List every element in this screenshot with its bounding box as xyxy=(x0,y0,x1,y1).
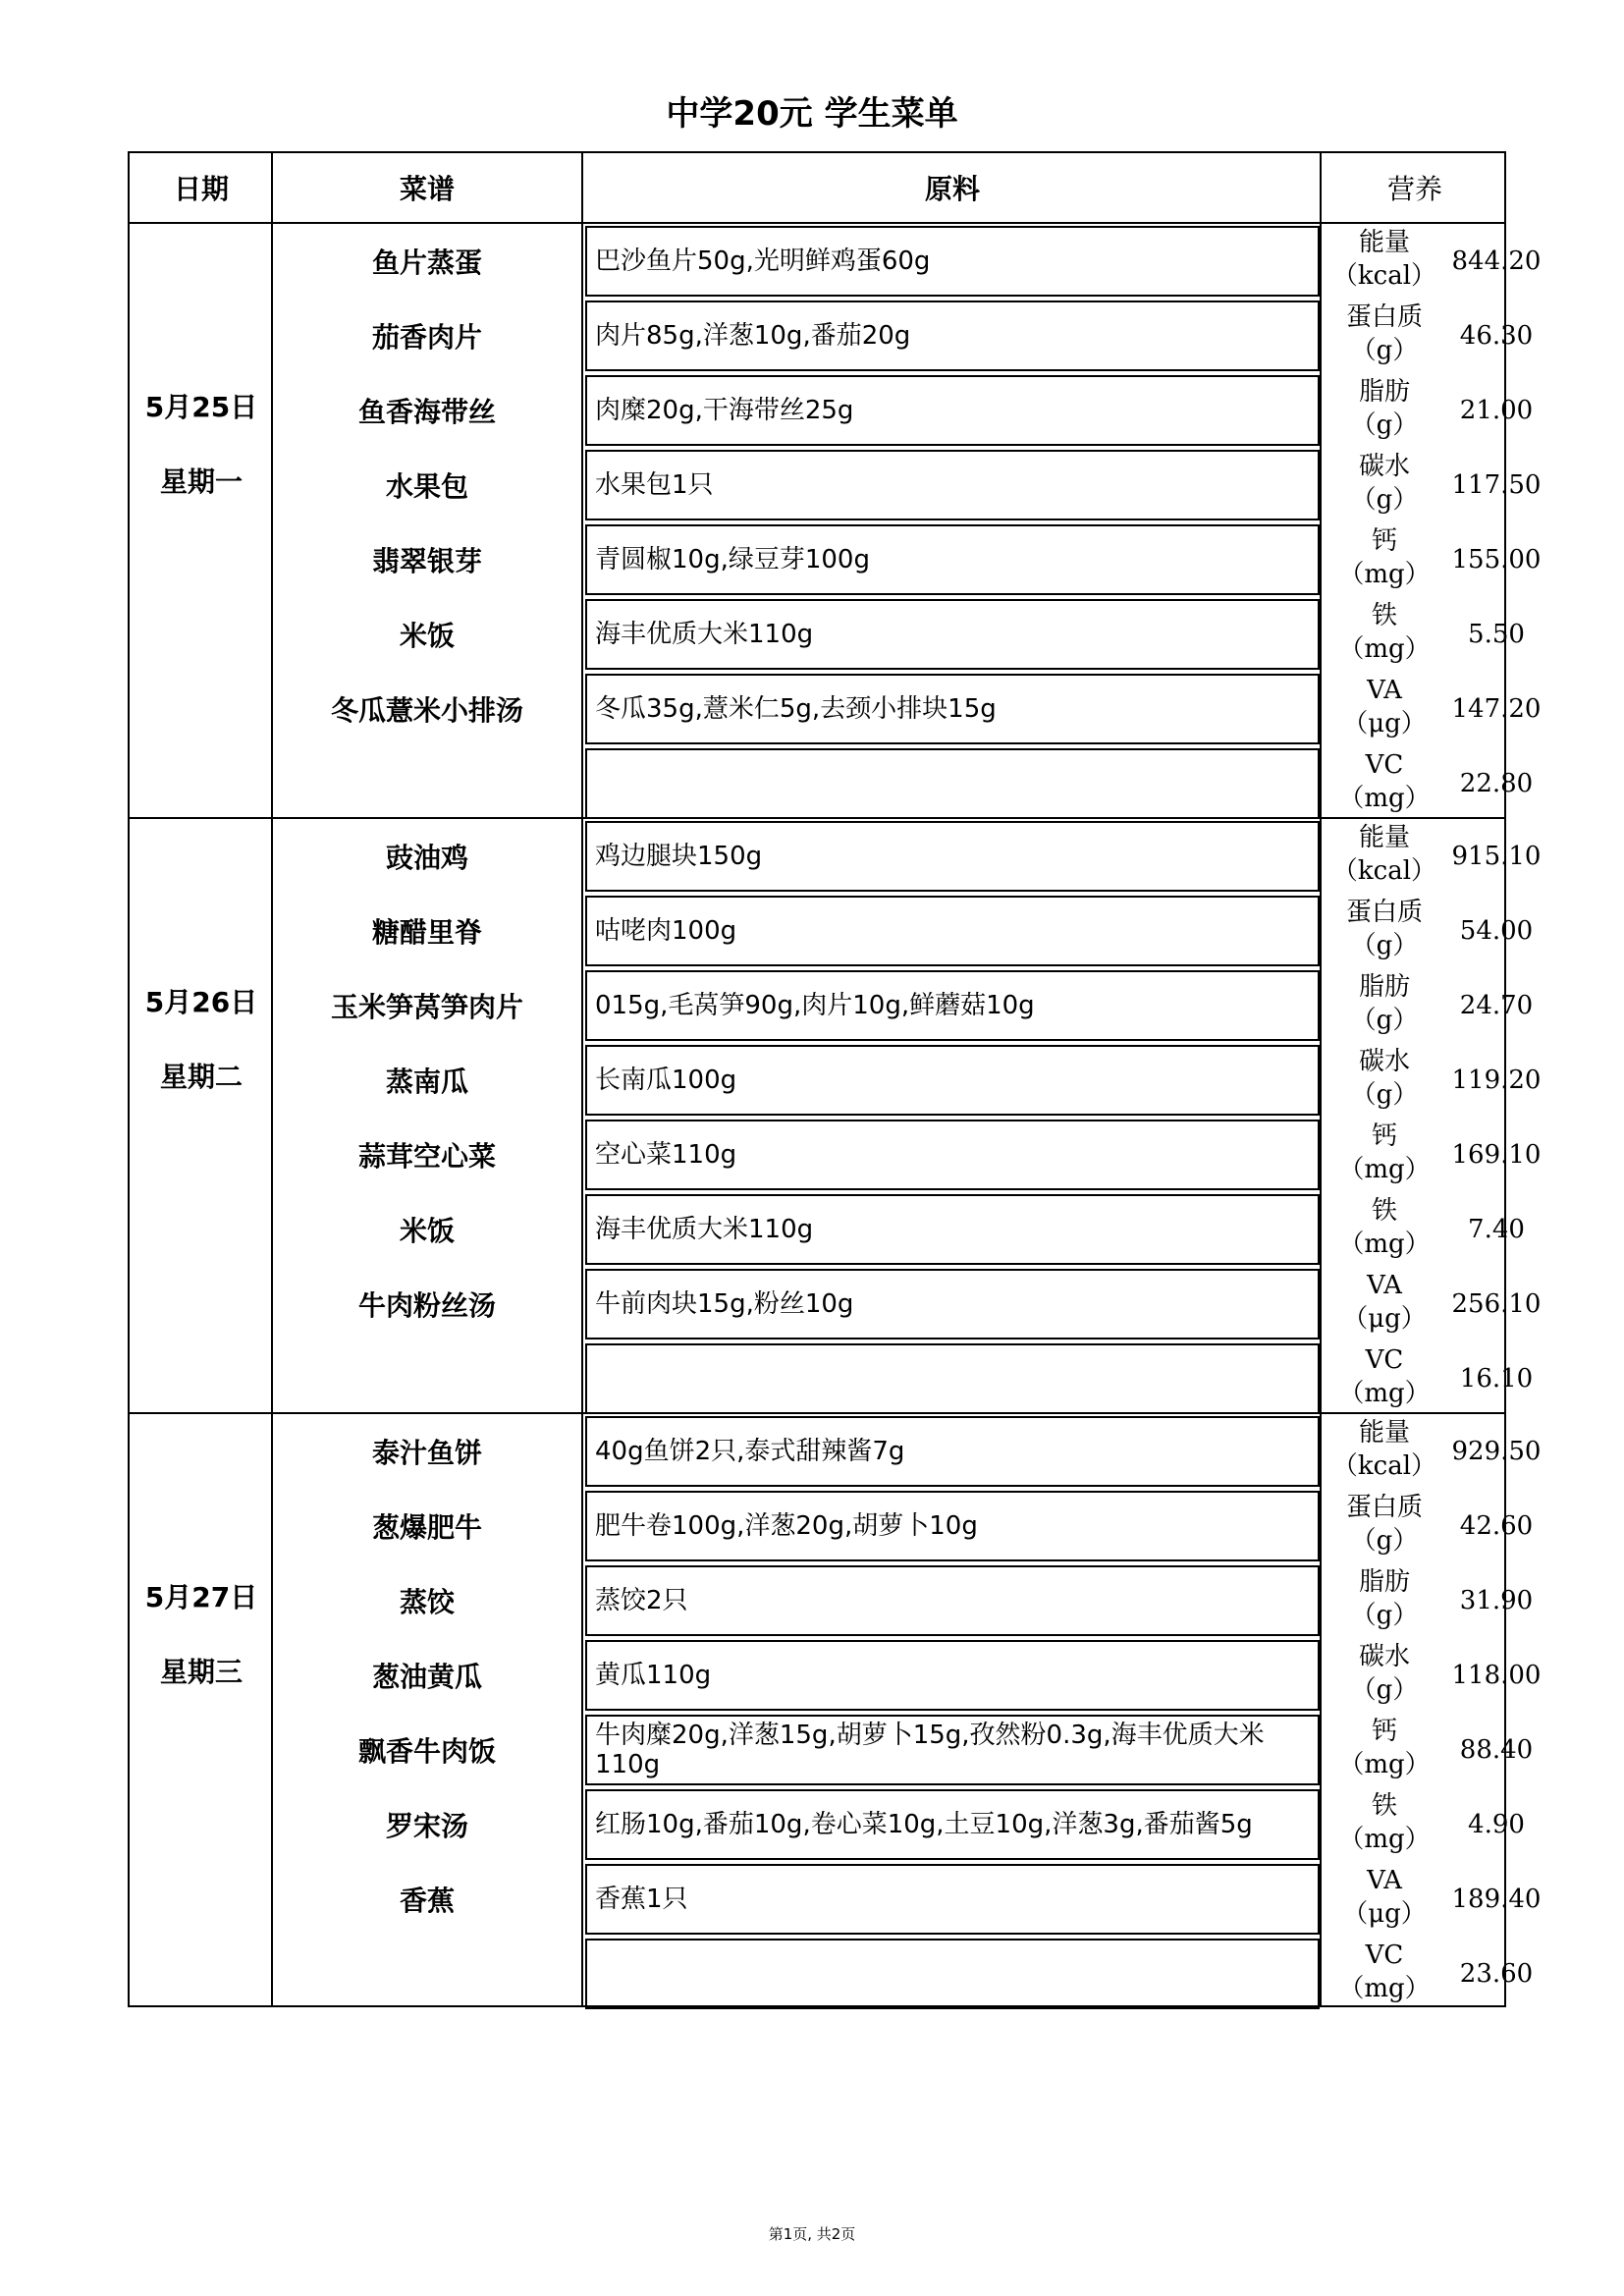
nutrient-unit: （kcal） xyxy=(1331,1451,1437,1481)
ingredient-cell xyxy=(585,1194,1320,1265)
ingredient-text: 肥牛卷100g,洋葱20g,胡萝卜10g xyxy=(595,1511,978,1541)
dish-name xyxy=(273,1341,581,1416)
ingredient-cell xyxy=(585,896,1320,966)
nutrient-name: VA xyxy=(1367,676,1402,705)
nutrient-label xyxy=(1324,450,1445,517)
nutrient-label xyxy=(1324,1416,1445,1483)
ingredient-text: 蒸饺2只 xyxy=(595,1586,688,1615)
day-block xyxy=(130,819,1542,1414)
nutrient-unit: （g） xyxy=(1350,931,1419,960)
nutrient-label xyxy=(1324,1194,1445,1261)
ingredient-text: 空心菜110g xyxy=(595,1140,737,1170)
nutrient-label xyxy=(1324,1343,1445,1410)
date-cell xyxy=(130,1581,273,1689)
nutrient-value: 22.80 xyxy=(1459,769,1534,798)
ingredient-text: 015g,毛莴笋90g,肉片10g,鲜蘑菇10g xyxy=(595,991,1035,1020)
nutrient-name: 蛋白质 xyxy=(1345,1493,1423,1522)
ingredient-text: 鸡边腿块150g xyxy=(595,842,763,871)
nutrient-unit: （g） xyxy=(1350,1601,1419,1630)
nutrient-name: 碳水 xyxy=(1358,452,1410,481)
nutrient-name: VC xyxy=(1365,1345,1404,1375)
nutrient-unit: （μg） xyxy=(1342,1899,1427,1929)
nutrient-label xyxy=(1324,1939,1445,2005)
nutrient-name: 能量 xyxy=(1358,228,1410,257)
nutrient-label xyxy=(1324,970,1445,1037)
ingredient-cell xyxy=(585,226,1320,297)
nutrient-value: 24.70 xyxy=(1459,991,1534,1020)
nutrient-value: 147.20 xyxy=(1451,694,1542,724)
header-ingredients: 原料 xyxy=(924,173,980,205)
nutrient-label xyxy=(1324,1565,1445,1632)
nutrient-label xyxy=(1324,748,1445,815)
dish-name xyxy=(273,746,581,821)
ingredient-text: 黄瓜110g xyxy=(595,1661,712,1690)
dish-name: 糖醋里脊 xyxy=(371,916,482,949)
dish-name: 茄香肉片 xyxy=(371,321,482,354)
nutrient-label xyxy=(1324,301,1445,367)
dish-name: 牛肉粉丝汤 xyxy=(357,1289,496,1322)
ingredient-text: 海丰优质大米110g xyxy=(595,1215,814,1244)
date-label: 5月26日 xyxy=(144,986,258,1018)
date-label: 5月27日 xyxy=(144,1581,258,1613)
ingredient-text: 40g鱼饼2只,泰式甜辣酱7g xyxy=(595,1437,905,1466)
nutrient-name: 钙 xyxy=(1371,526,1397,556)
date-cell xyxy=(130,391,273,499)
dish-name: 豉油鸡 xyxy=(385,842,468,874)
nutrient-unit: （g） xyxy=(1350,1006,1419,1035)
nutrient-value: 155.00 xyxy=(1451,545,1542,574)
dish-name: 葱油黄瓜 xyxy=(371,1661,482,1693)
dish-name: 蒜茸空心菜 xyxy=(357,1140,496,1173)
nutrient-unit: （mg） xyxy=(1338,1974,1431,2003)
nutrient-unit: （g） xyxy=(1350,1080,1419,1110)
dish-name: 玉米笋莴笋肉片 xyxy=(330,991,523,1023)
ingredient-cell xyxy=(585,599,1320,670)
nutrient-name: 蛋白质 xyxy=(1345,302,1423,332)
nutrient-value: 844.20 xyxy=(1451,246,1542,276)
nutrient-name: 能量 xyxy=(1358,823,1410,852)
nutrient-name: 碳水 xyxy=(1358,1642,1410,1671)
nutrient-name: 钙 xyxy=(1371,1121,1397,1151)
nutrient-value: 54.00 xyxy=(1459,916,1534,946)
nutrient-value: 7.40 xyxy=(1468,1215,1525,1244)
nutrient-name: 铁 xyxy=(1371,1196,1397,1226)
nutrient-name: 脂肪 xyxy=(1358,1567,1410,1597)
dish-name: 鱼片蒸蛋 xyxy=(371,246,482,279)
ingredient-cell xyxy=(585,1491,1320,1561)
nutrient-label xyxy=(1324,375,1445,442)
nutrient-name: 铁 xyxy=(1371,601,1397,630)
ingredient-text: 肉片85g,洋葱10g,番茄20g xyxy=(595,321,911,351)
dish-name: 香蕉 xyxy=(399,1885,455,1917)
nutrient-unit: （kcal） xyxy=(1331,261,1437,291)
ingredient-cell xyxy=(585,1789,1320,1860)
ingredient-text: 香蕉1只 xyxy=(595,1885,688,1914)
nutrient-unit: （mg） xyxy=(1338,1230,1431,1259)
nutrient-name: VA xyxy=(1367,1271,1402,1300)
nutrient-unit: （g） xyxy=(1350,485,1419,515)
ingredient-text: 巴沙鱼片50g,光明鲜鸡蛋60g xyxy=(595,246,931,276)
ingredient-cell xyxy=(585,450,1320,520)
dish-name: 罗宋汤 xyxy=(385,1810,468,1842)
ingredient-cell xyxy=(585,1343,1320,1414)
dish-name: 水果包 xyxy=(385,470,468,503)
ingredient-cell xyxy=(585,748,1320,819)
nutrient-value: 23.60 xyxy=(1459,1959,1534,1989)
nutrient-value: 117.50 xyxy=(1451,470,1542,500)
nutrient-unit: （mg） xyxy=(1338,1825,1431,1854)
nutrient-value: 16.10 xyxy=(1459,1364,1534,1394)
nutrient-name: 能量 xyxy=(1358,1418,1410,1448)
nutrient-unit: （μg） xyxy=(1342,709,1427,738)
nutrient-value: 118.00 xyxy=(1451,1661,1542,1690)
nutrient-unit: （g） xyxy=(1350,1675,1419,1705)
dish-name: 米饭 xyxy=(399,620,455,652)
nutrient-name: 碳水 xyxy=(1358,1047,1410,1076)
ingredient-text: 冬瓜35g,薏米仁5g,去颈小排块15g xyxy=(595,694,997,724)
ingredient-cell xyxy=(585,970,1320,1041)
nutrient-label xyxy=(1324,1120,1445,1186)
nutrient-label xyxy=(1324,1789,1445,1856)
nutrient-value: 189.40 xyxy=(1451,1885,1542,1914)
nutrient-name: 钙 xyxy=(1371,1717,1397,1746)
page-footer: 第1页, 共2页 xyxy=(768,2225,856,2243)
dish-name: 泰汁鱼饼 xyxy=(371,1437,482,1469)
day-block xyxy=(130,1414,1542,2009)
nutrient-value: 4.90 xyxy=(1468,1810,1525,1839)
nutrient-label xyxy=(1324,1640,1445,1707)
nutrient-unit: （mg） xyxy=(1338,1750,1431,1779)
ingredient-cell xyxy=(585,1864,1320,1935)
nutrient-value: 119.20 xyxy=(1451,1066,1542,1095)
nutrient-unit: （g） xyxy=(1350,1526,1419,1556)
nutrient-unit: （kcal） xyxy=(1331,856,1437,886)
ingredient-text: 牛前肉块15g,粉丝10g xyxy=(595,1289,854,1319)
nutrient-name: VC xyxy=(1365,1941,1404,1970)
page-title: 中学20元 学生菜单 xyxy=(666,94,958,134)
nutrient-label xyxy=(1324,599,1445,666)
ingredient-cell xyxy=(585,524,1320,595)
nutrient-value: 256.10 xyxy=(1451,1289,1542,1319)
ingredient-text: 水果包1只 xyxy=(595,470,714,500)
weekday-label: 星期一 xyxy=(159,465,243,498)
weekday-label: 星期三 xyxy=(159,1656,243,1688)
nutrient-value: 21.00 xyxy=(1459,396,1534,425)
dish-name: 飘香牛肉饭 xyxy=(357,1735,496,1768)
ingredient-text: 红肠10g,番茄10g,卷心菜10g,土豆10g,洋葱3g,番茄酱5g xyxy=(595,1810,1253,1839)
ingredient-cell xyxy=(585,1269,1320,1339)
dish-name: 蒸南瓜 xyxy=(385,1066,468,1098)
ingredient-text: 牛肉糜20g,洋葱15g,胡萝卜15g,孜然粉0.3g,海丰优质大米110g xyxy=(595,1721,1265,1779)
date-label: 5月25日 xyxy=(144,391,258,423)
ingredient-cell xyxy=(585,1416,1320,1487)
nutrient-value: 46.30 xyxy=(1459,321,1534,351)
header-date: 日期 xyxy=(173,173,229,205)
ingredient-cell xyxy=(585,1939,1320,2009)
nutrient-unit: （mg） xyxy=(1338,784,1431,813)
nutrient-label xyxy=(1324,1864,1445,1931)
date-cell xyxy=(130,986,273,1094)
day-block xyxy=(130,224,1542,819)
nutrient-name: 脂肪 xyxy=(1358,972,1410,1002)
nutrient-unit: （g） xyxy=(1350,410,1419,440)
nutrient-label xyxy=(1324,1045,1445,1112)
dish-name: 冬瓜薏米小排汤 xyxy=(330,694,523,727)
ingredient-cell xyxy=(585,1045,1320,1116)
dish-name: 米饭 xyxy=(399,1215,455,1247)
ingredient-cell xyxy=(585,1565,1320,1636)
nutrient-label xyxy=(1324,821,1445,888)
nutrient-value: 5.50 xyxy=(1468,620,1525,649)
nutrient-label xyxy=(1324,674,1445,740)
ingredient-text: 咕咾肉100g xyxy=(595,916,737,946)
nutrient-unit: （g） xyxy=(1350,336,1419,365)
nutrient-unit: （mg） xyxy=(1338,1155,1431,1184)
dish-name: 葱爆肥牛 xyxy=(371,1511,482,1544)
ingredient-cell xyxy=(585,674,1320,744)
ingredient-cell xyxy=(585,1120,1320,1190)
nutrient-value: 42.60 xyxy=(1459,1511,1534,1541)
ingredient-text: 青圆椒10g,绿豆芽100g xyxy=(595,545,870,574)
ingredient-cell xyxy=(585,821,1320,892)
nutrient-label xyxy=(1324,226,1445,293)
nutrient-unit: （μg） xyxy=(1342,1304,1427,1334)
dish-name: 蒸饺 xyxy=(399,1586,455,1618)
nutrient-label xyxy=(1324,524,1445,591)
nutrient-value: 169.10 xyxy=(1451,1140,1542,1170)
nutrient-name: VC xyxy=(1365,750,1404,780)
ingredient-cell xyxy=(585,375,1320,446)
ingredient-cell xyxy=(585,301,1320,371)
nutrient-name: 脂肪 xyxy=(1358,377,1410,407)
ingredient-text: 肉糜20g,干海带丝25g xyxy=(595,396,854,425)
ingredient-cell xyxy=(585,1640,1320,1711)
dish-name xyxy=(273,1937,581,2011)
nutrient-name: 铁 xyxy=(1371,1791,1397,1821)
nutrient-label xyxy=(1324,1491,1445,1558)
nutrient-unit: （mg） xyxy=(1338,1379,1431,1408)
header-nutrition: 营养 xyxy=(1386,173,1442,205)
nutrient-value: 915.10 xyxy=(1451,842,1542,871)
dish-name: 翡翠银芽 xyxy=(371,545,482,577)
nutrient-unit: （mg） xyxy=(1338,560,1431,589)
nutrient-name: 蛋白质 xyxy=(1345,898,1423,927)
nutrient-label xyxy=(1324,896,1445,962)
ingredient-cell xyxy=(585,1715,1320,1785)
header-menu: 菜谱 xyxy=(399,173,455,205)
nutrient-label xyxy=(1324,1269,1445,1336)
ingredient-text: 长南瓜100g xyxy=(595,1066,737,1095)
ingredient-text: 海丰优质大米110g xyxy=(595,620,814,649)
menu-table xyxy=(128,151,1542,2007)
nutrient-value: 31.90 xyxy=(1459,1586,1534,1615)
nutrient-value: 88.40 xyxy=(1459,1735,1534,1765)
nutrient-value: 929.50 xyxy=(1451,1437,1542,1466)
nutrient-label xyxy=(1324,1715,1445,1781)
weekday-label: 星期二 xyxy=(159,1061,243,1093)
nutrient-name: VA xyxy=(1367,1866,1402,1895)
nutrient-unit: （mg） xyxy=(1338,634,1431,664)
dish-name: 鱼香海带丝 xyxy=(357,396,496,428)
